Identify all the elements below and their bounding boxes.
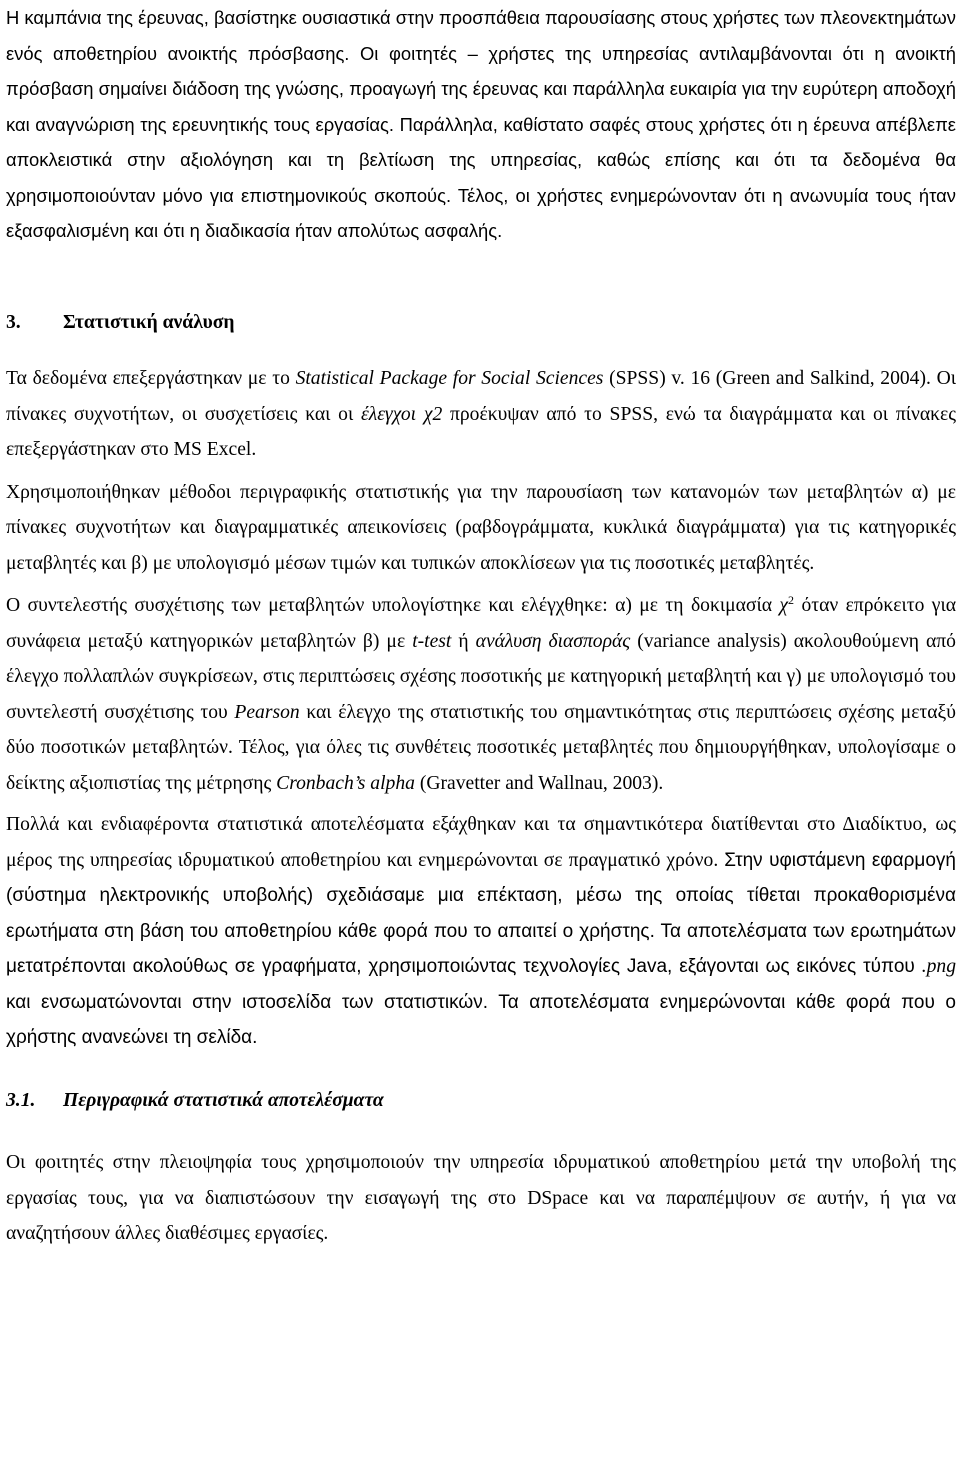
correlation-paragraph	[6, 588, 956, 801]
p4-text-f: (variance analysis) ακολουθούμενη από έλεγχο πολλαπλών συγκρίσεων, στις περιπτώσεις σχέσης ποσοτικής με κατηγορική μεταβλητή και γ) με υπολογισμό του συντελεστή συσχέτισης του	[6, 630, 956, 723]
p4-text-d: ή	[451, 630, 476, 652]
p5-text-b: Στην υφιστάμενη εφαρμογή (σύστημα ηλεκτρονικής υποβολής) σχεδιάσαμε μια επέκταση, μέσω της οποίας τίθεται προκαθορισμένα ερωτήματα στη βάση του αποθετηρίου κάθε φορά που το απαιτεί ο χρήστης. Τα αποτελέσματα των ερωτημάτων μετατρέπονται ακολούθως σε γραφήματα, χρησιμοποιώντας τεχνολογίες Java, εξάγονται ως εικόνες τύπου	[6, 849, 956, 977]
section-3-title: Στατιστική ανάλυση	[63, 311, 235, 333]
p2-text-e: προέκυψαν από το SPSS, ενώ τα διαγράμματα και οι πίνακες επεξεργάστηκαν στο MS Excel.	[6, 403, 956, 460]
statistics-results-paragraph	[6, 807, 956, 1056]
spss-paragraph	[6, 361, 956, 468]
document-page	[6, 0, 956, 1252]
chi-square-tests-term: έλεγχοι χ2	[361, 403, 443, 425]
section-3-heading	[6, 305, 956, 341]
section-3-1-heading	[6, 1083, 956, 1119]
chi-superscript: 2	[788, 593, 795, 607]
students-usage-paragraph: Οι φοιτητές στην πλειοψηφία τους χρησιμοποιούν την υπηρεσία ιδρυματικού αποθετηρίου μετά την υποβολή της εργασίας τους, για να διαπιστώσουν την εισαγωγή της στο DSpace και να παραπέμψουν σε αυτήν, ή για να αναζητήσουν άλλες διαθέσιμες εργασίες.	[6, 1152, 956, 1244]
pearson-term: Pearson	[234, 701, 300, 723]
t-test-term: t-test	[412, 630, 452, 652]
p5-text-d: και ενσωματώνονται στην ιστοσελίδα των στατιστικών. Τα αποτελέσματα ενημερώνονται κάθε φορά που ο χρήστης ανανεώνει τη σελίδα.	[6, 991, 956, 1048]
p2-text-c: (SPSS) v. 16 (Green and Salkind, 2004). Οι πίνακες συχνοτήτων, οι συσχετίσεις και οι	[6, 368, 956, 425]
chi-symbol: χ	[779, 595, 789, 616]
section-3-number: 3.	[6, 311, 21, 333]
intro-paragraph: Η καμπάνια της έρευνας, βασίστηκε ουσιαστικά στην προσπάθεια παρουσίασης στους χρήστες των πλεονεκτημάτων ενός αποθετηρίου ανοικτής πρόσβασης. Οι φοιτητές – χρήστες της υπηρεσίας αντιλαμβάνονται ότι η ανοικτή πρόσβαση σημαίνει διάδοση της γνώσης, προαγωγή της έρευνας και παράλληλα ευκαιρία για την ευρύτερη αποδοχή και αναγνώριση της ερευνητικής τους εργασίας. Παράλληλα, καθίστατο σαφές στους χρήστες ότι η έρευνα απέβλεπε αποκλειστικά στην αξιολόγηση και τη βελτίωση της υπηρεσίας, καθώς επίσης και ότι τα δεδομένα θα χρησιμοποιούνταν μόνο για επιστημονικούς σκοπούς. Τέλος, οι χρήστες ενημερώνονταν ότι η ανωνυμία τους ήταν εξασφαλισμένη και ότι η διαδικασία ήταν απολύτως ασφαλής.	[6, 7, 956, 241]
variance-analysis-term: ανάλυση διασποράς	[475, 630, 631, 652]
p4-text-a: Ο συντελεστής συσχέτισης των μεταβλητών υπολογίστηκε και ελέγχθηκε: α) με τη δοκιμασία	[6, 595, 780, 616]
spss-full-name: Statistical Package for Social Sciences	[295, 368, 604, 389]
p4-text-b: όταν επρόκειτο για συνάφεια μεταξύ κατηγορικών μεταβλητών β) με	[6, 595, 956, 652]
descriptive-methods-paragraph: Χρησιμοποιήθηκαν μέθοδοι περιγραφικής στατιστικής για την παρουσίαση των κατανομών των μεταβλητών α) με πίνακες συχνοτήτων και διαγραμματικές απεικονίσεις (ραβδογράμματα, κυκλικά διαγράμματα) για τις κατηγορικές μεταβλητές και β) με υπολογισμό μέσων τιμών και τυπικών αποκλίσεων για τις ποσοτικές μεταβλητές.	[6, 481, 956, 574]
section-3-1-title: Περιγραφικά στατιστικά αποτελέσματα	[63, 1089, 384, 1111]
p2-text-a: Τα δεδομένα επεξεργάστηκαν με το	[6, 368, 296, 389]
p4-text-j: (Gravetter and Wallnau, 2003).	[414, 772, 664, 794]
section-3-1-number: 3.1.	[6, 1089, 36, 1111]
p4-text-h: και έλεγχο της στατιστικής του σημαντικότητας στις περιπτώσεις σχέσης μεταξύ δύο ποσοτικών μεταβλητών. Τέλος, για όλες τις συνθέτεις ποσοτικές μεταβλητές που δημιουργήθηκαν, υπολογίσαμε ο δείκτης αξιοπιστίας της μέτρησης	[6, 701, 956, 794]
p5-text-a: Πολλά και ενδιαφέροντα στατιστικά αποτελέσματα εξάχθηκαν και τα σημαντικότερα διατίθενται στο Διαδίκτυο, ως μέρος της υπηρεσίας ιδρυματικού αποθετηρίου και ενημερώνονται σε πραγματικό χρόνο.	[6, 814, 956, 871]
png-term: .png	[921, 956, 956, 977]
cronbach-alpha-term: Cronbach’s alpha	[276, 772, 415, 794]
